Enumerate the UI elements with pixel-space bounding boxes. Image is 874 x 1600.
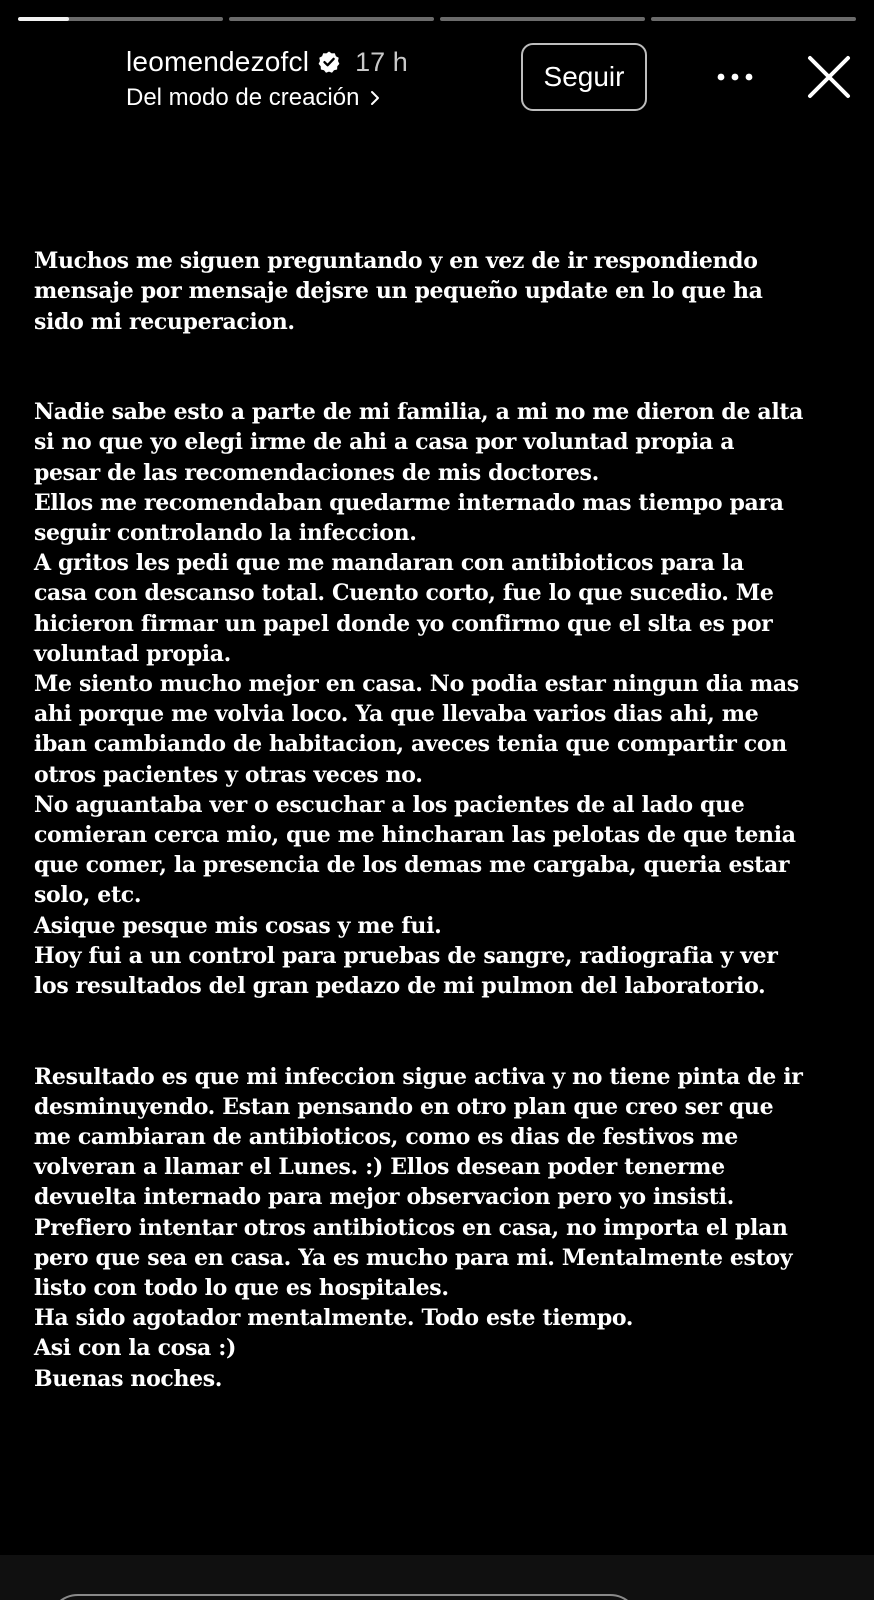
follow-button[interactable]: Seguir xyxy=(521,43,647,111)
story-paragraph: Nadie sabe esto a parte de mi familia, a mi no me dieron de alta si no que yo elegi irme de ahi a casa por voluntad propia a pesar de las recomendaciones de mis doctores. Ellos me recomendaban quedarme internado mas tiempo para seguir controlando la infeccion. A gritos les pedi que me mandaran con antibioticos para la casa con descanso total. Cuento corto, fue lo que sucedio. Me hicieron firmar un papel donde yo confirmo que el slta es por voluntad propia. Me siento mucho mejor en casa. No podia estar ningun dia mas ahi porque me volvia loco. Ya que llevaba varios dias ahi, me iban cambiando de habitacion, aveces tenia que compartir con otros pacientes y otras veces no. No aguantaba ver o escuchar a los pacientes de al lado que comieran cerca mio, que me hincharan las pelotas de que tenia que comer, la presencia de los demas me cargaba, queria estar solo, etc. Asique pesque mis cosas y me fui. Hoy fui a un control para pruebas de sangre, radiografia y ver los resultados del gran pedazo de mi pulmon del laboratorio. xyxy=(34,399,804,1000)
story-progress-segment xyxy=(440,17,645,21)
close-icon xyxy=(806,54,852,105)
reply-input[interactable] xyxy=(48,1594,640,1600)
story-progress-segment xyxy=(18,17,223,21)
story-content xyxy=(34,216,854,1454)
story-paragraph: Muchos me siguen preguntando y en vez de ir respondiendo mensaje por mensaje dejsre un pequeño update en lo que ha sido mi recuperacion. xyxy=(34,248,763,335)
username-row xyxy=(126,44,408,80)
story-progress-fill xyxy=(18,17,69,21)
creation-mode-link[interactable] xyxy=(126,82,383,114)
username[interactable]: leomendezofcl xyxy=(126,46,310,77)
more-options-button[interactable] xyxy=(710,57,760,97)
story-progress-bars xyxy=(18,17,856,21)
story-progress-segment xyxy=(651,17,856,21)
more-horizontal-icon xyxy=(717,68,753,86)
story-header xyxy=(0,40,874,120)
story-text xyxy=(34,216,854,1454)
close-button[interactable] xyxy=(800,50,858,108)
story-paragraph: Resultado es que mi infeccion sigue activa y no tiene pinta de ir desminuyendo. Estan pensando en otro plan que creo ser que me cambiaran de antibioticos, como es dias de festivos me volveran a llamar el Lunes. :) Ellos desean poder tenerme devuelta internado para mejor observacion pero yo insisti. Prefiero intentar otros antibioticos en casa, no importa el plan pero que sea en casa. Ya es mucho para mi. Mentalmente estoy listo con todo lo que es hospitales. Ha sido agotador mentalmente. Todo este tiempo. Asi con la cosa :) Buenas noches. xyxy=(34,1063,803,1392)
chevron-right-icon xyxy=(367,90,383,106)
story-progress-segment xyxy=(229,17,434,21)
creation-mode-label: Del modo de creación xyxy=(126,84,360,111)
verified-badge-icon xyxy=(317,50,341,74)
story-timestamp: 17 h xyxy=(355,46,408,77)
